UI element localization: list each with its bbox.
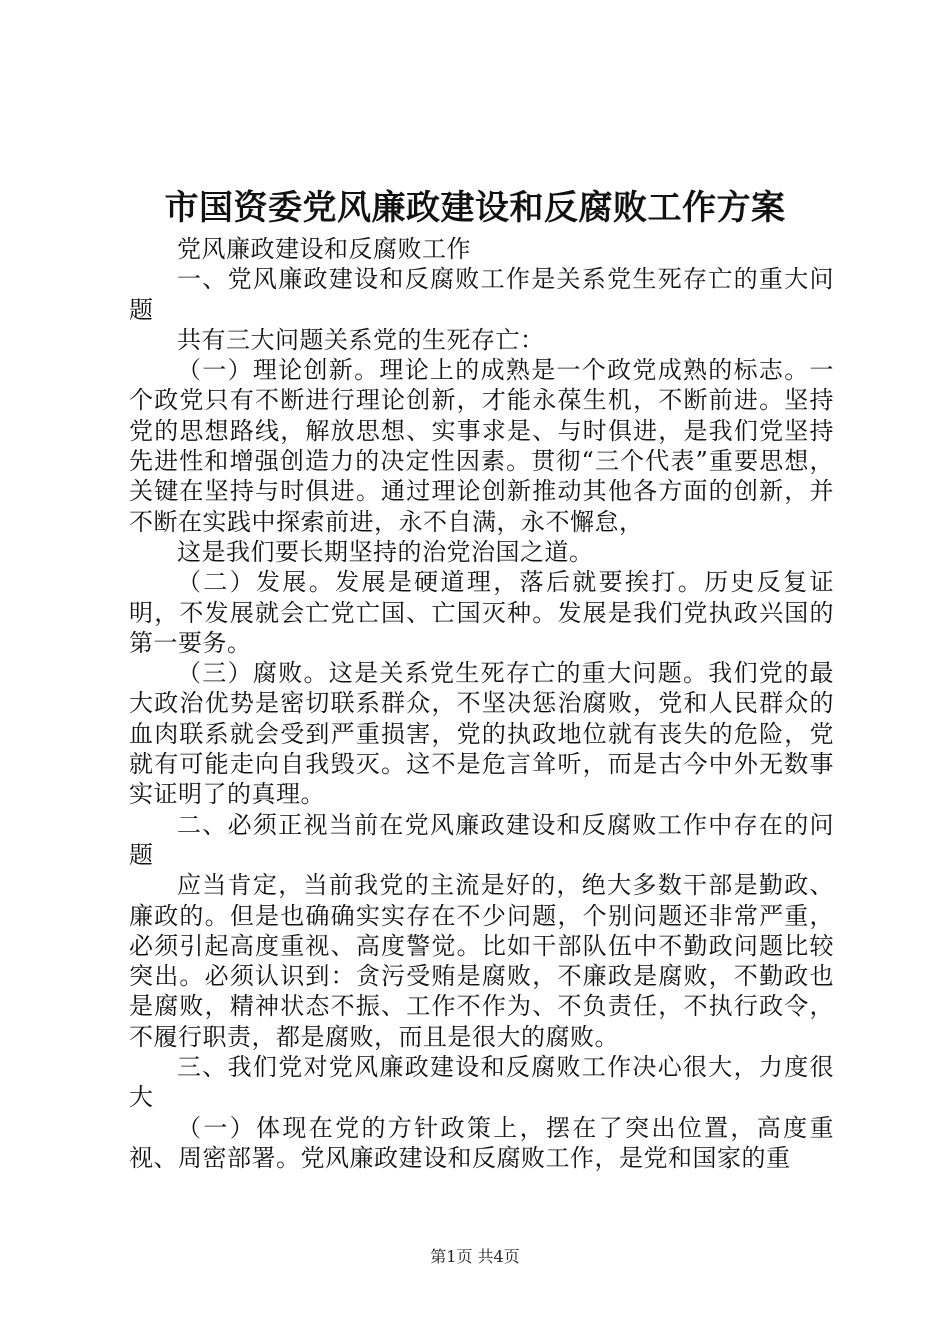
section-heading: 二、必须正视当前在党风廉政建设和反腐败工作中存在的问题 — [129, 810, 834, 869]
paragraph: 共有三大问题关系党的生死存亡： — [177, 325, 545, 354]
document-title: 市国资委党风廉政建设和反腐败工作方案 — [164, 188, 786, 228]
paragraph: 应当肯定，当前我党的主流是好的，绝大多数干部是勤政、廉政的。但是也确确实实存在不少问题，个别问题还非常严重，必须引起高度重视、高度警觉。比如干部队伍中不勤政问题比较突出。必须认识到：贪污受贿是腐败，不廉政是腐败，不勤政也是腐败，精神状态不振、工作不作为、不负责任，不执行政令，不履行职责，都是腐败，而且是很大的腐败。 — [129, 871, 834, 1051]
paragraph: （一）体现在党的方针政策上，摆在了突出位置，高度重视、周密部署。党风廉政建设和反腐败工作，是党和国家的重 — [129, 1113, 834, 1172]
paragraph: （一）理论创新。理论上的成熟是一个政党成熟的标志。一个政党只有不断进行理论创新，才能永葆生机，不断前进。坚持党的思想路线，解放思想、实事求是、与时俱进，是我们党坚持先进性和增强创造力的决定性因素。贯彻“三个代表”重要思想，关键在坚持与时俱进。通过理论创新推动其他各方面的创新，并不断在实践中探索前进，永不自满，永不懈怠， — [129, 356, 834, 536]
paragraph: 党风廉政建设和反腐败工作 — [177, 235, 471, 263]
paragraph: 这是我们要长期坚持的治党治国之道。 — [177, 537, 594, 566]
section-heading: 一、党风廉政建设和反腐败工作是关系党生死存亡的重大问题 — [129, 265, 834, 324]
section-heading: 三、我们党对党风廉政建设和反腐败工作决心很大，力度很大 — [129, 1053, 834, 1112]
paragraph: （二）发展。发展是硬道理，落后就要挨打。历史反复证明，不发展就会亡党亡国、亡国灭种。发展是我们党执政兴国的第一要务。 — [129, 568, 834, 657]
page-footer: 第1页 共4页 — [430, 1247, 520, 1266]
document-body — [129, 234, 834, 1173]
paragraph: （三）腐败。这是关系党生死存亡的重大问题。我们党的最大政治优势是密切联系群众，不坚决惩治腐败，党和人民群众的血肉联系就会受到严重损害，党的执政地位就有丧失的危险，党就有可能走向自我毁灭。这不是危言耸听，而是古今中外无数事实证明了的真理。 — [129, 659, 834, 809]
